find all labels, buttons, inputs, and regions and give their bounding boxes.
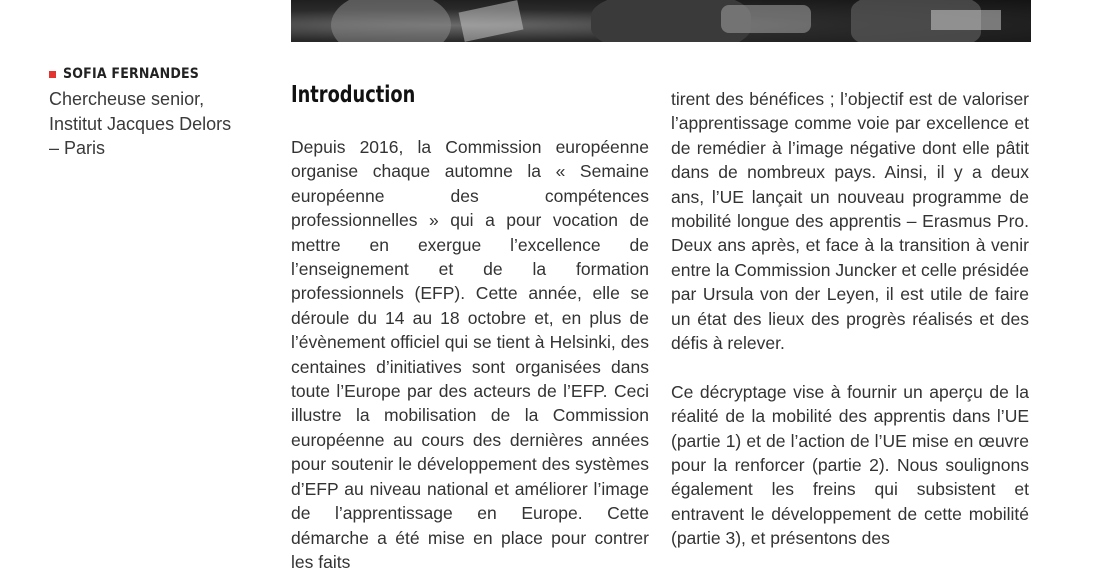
author-name bbox=[49, 66, 264, 82]
text-column-left bbox=[291, 135, 649, 574]
author-role bbox=[49, 87, 264, 161]
author-name-text: SOFIA FERNANDES bbox=[63, 66, 200, 82]
author-block bbox=[49, 66, 264, 161]
red-square-bullet-icon bbox=[49, 71, 56, 78]
author-role-line: Chercheuse senior, bbox=[49, 89, 205, 109]
section-heading: Introduction bbox=[291, 82, 416, 108]
body-paragraph: tirent des bénéfices ; l’objectif est de valoriser l’apprentissage comme voie par excellence et de remédier à l’image négative dont elle pâtit dans de nombreux pays. Ainsi, il y a deux ans, l’UE lançait un nouveau programme de mobilité longue des apprentis – Erasmus Pro. Deux ans après, et face à la transition à venir entre la Commission Juncker et celle présidée par Ursula von der Leyen, il est utile de faire un état des lieux des progrès réalisés et des défis à relever. bbox=[671, 89, 1029, 354]
text-column-right bbox=[671, 87, 1029, 551]
author-role-line: Institut Jacques Delors bbox=[49, 113, 232, 134]
author-role-line: – Paris bbox=[49, 138, 106, 158]
body-paragraph: Ce décryptage vise à fournir un aperçu de la réalité de la mobilité des apprentis dans l’UE (partie 1) et de l’action de l’UE mise en œuvre pour la renforcer (partie 2). Nous soulignons également les freins qui subsistent et entravent le développement de cette mobilité (partie 3), et présentons des bbox=[671, 381, 1029, 549]
header-photo bbox=[291, 0, 1031, 42]
body-paragraph: Depuis 2016, la Commission européenne organise chaque automne la « Semaine européenne des compétences professionnelles » qui a pour vocation de mettre en exergue l’excellence de l’enseignement et de la formation professionnels (EFP). Cette année, elle se déroule du 14 au 18 octobre et, en plus de l’évènement officiel qui se tient à Helsinki, des centaines d’initiatives sont organisées dans toute l’Europe par des acteurs de l’EFP. Ceci illustre la mobilisation de la Commission européenne au cours des dernières années pour soutenir le développement des systèmes d’EFP au niveau national et améliorer l’image de l’apprentissage en Europe. Cette démarche a été mise en place pour contrer les faits bbox=[291, 137, 649, 572]
